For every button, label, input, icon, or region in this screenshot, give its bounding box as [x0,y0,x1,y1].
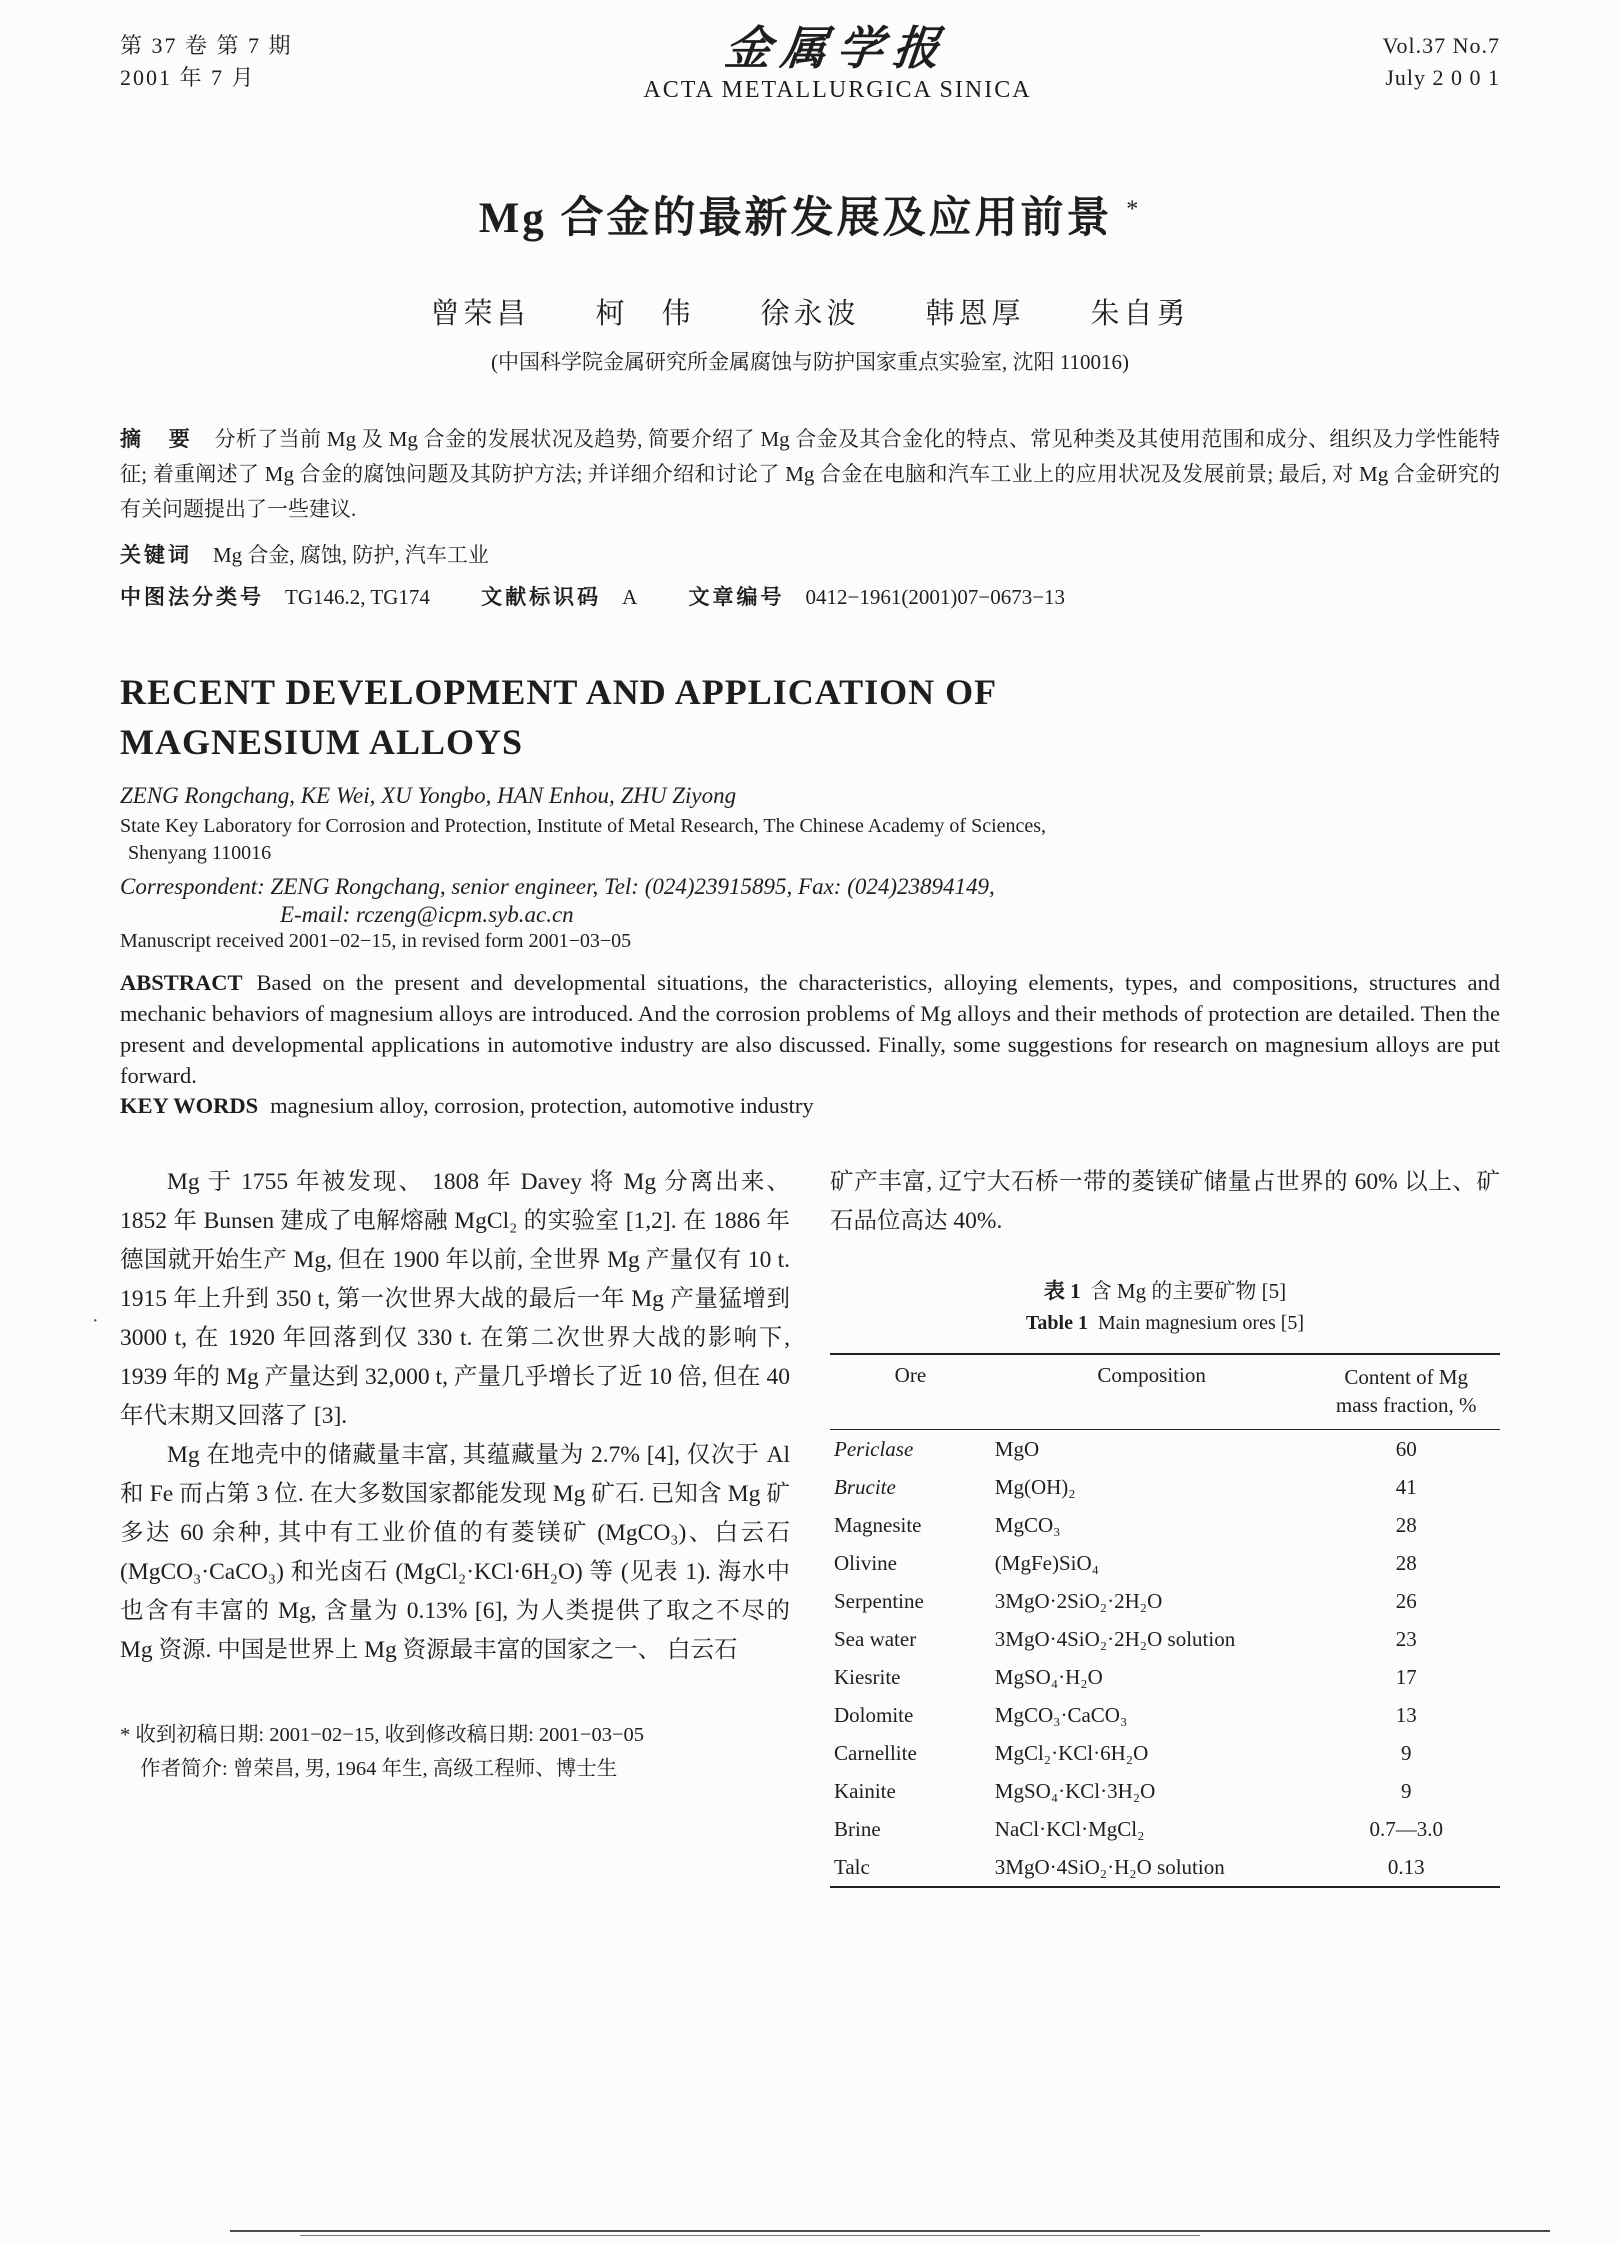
abstract-cn-label: 摘 要 [120,427,194,451]
article-title-cn [120,184,1500,245]
table-row [830,1658,1500,1696]
article-title-cn-text: Mg 合金的最新发展及应用前景 [478,195,1113,242]
affiliation-en-line2: Shenyang 110016 [128,842,272,864]
correspondent-line: Correspondent: ZENG Rongchang, senior engineer, Tel: (024)23915895, Fax: (024)23894149, [120,874,995,899]
cell-composition: NaCl·KCl·MgCl₂ [994,1817,1145,1841]
authors-cn: 曾荣昌 柯 伟 徐永波 韩恩厚 朱自勇 [430,298,1190,330]
table1-caption-en-label: Table 1 [1025,1312,1088,1334]
body-paragraph-2: Mg 在地壳中的储藏量丰富, 其蕴藏量为 2.7% [4], 仅次于 Al 和 Fe 而占第 3 位. 在大多数国家都能发现 Mg 矿石. 已知含 Mg 矿多达 60 余种, 其中有工业价值的有菱镁矿 (MgCO₃)、白云石 (MgCO₃·CaCO₃) 和光卤石 (MgCl₂·KCl·6H₂O) 等 (见表 1). 海水中也含有丰富的 Mg, 含量为 0.13% [6], 为人类提供了取之不尽的 Mg 资源. 中国是世界上 Mg 资源最丰富的国家之一、 白云石 [120,1442,790,1663]
article-title-en-line1: RECENT DEVELOPMENT AND APPLICATION OF [120,672,998,712]
header-journal-title [643,23,1032,106]
article-title-en [120,667,1500,767]
cell-ore: Magnesite [834,1513,922,1537]
cell-content: 26 [1395,1589,1417,1613]
keywords-en-label: KEY WORDS [120,1093,259,1118]
table-row [830,1772,1500,1810]
page-bottom-scanline-2 [300,2235,1200,2236]
authors-en: ZENG Rongchang, KE Wei, XU Yongbo, HAN Enhou, ZHU Ziyong [120,783,737,808]
vol-no-line: Vol.37 No.7 [1382,33,1500,58]
col-header-content [1312,1354,1500,1430]
keywords-cn-text: Mg 合金, 腐蚀, 防护, 汽车工业 [213,543,489,567]
cell-composition: 3MgO·2SiO₂·2H₂O [994,1589,1163,1613]
title-footnote-mark: * [1126,196,1142,223]
table1-caption-cn [830,1275,1500,1307]
cell-content: 0.13 [1387,1855,1425,1879]
cell-ore: Sea water [834,1627,917,1651]
journal-header [120,23,1500,106]
cell-content: 23 [1395,1627,1417,1651]
table1-caption-en-text: Main magnesium ores [5] [1097,1312,1305,1334]
cell-content: 28 [1395,1551,1417,1575]
cell-composition: (MgFe)SiO₄ [994,1551,1099,1575]
cell-composition: MgCO₃·CaCO₃ [994,1703,1128,1727]
journal-name-latin: ACTA METALLURGICA SINICA [643,77,1032,103]
table-row [830,1544,1500,1582]
header-issue-en [1382,30,1500,94]
cell-ore: Brine [834,1817,881,1841]
affiliation-cn: (中国科学院金属研究所金属腐蚀与防护国家重点实验室, 沈阳 110016) [491,350,1129,374]
issue-volume-line: 第 37 卷 第 7 期 [120,33,293,58]
table-row [830,1582,1500,1620]
table-row [830,1506,1500,1544]
table-row [830,1430,1500,1469]
right-column [830,1163,1500,1888]
classification-line [120,581,1500,611]
table-row [830,1620,1500,1658]
cell-composition: 3MgO·4SiO₂·2H₂O solution [994,1627,1236,1651]
ores-table-body [830,1430,1500,1888]
doc-code-segment [481,585,637,609]
keywords-cn-label: 关键词 [120,543,192,567]
ores-table-header-row [830,1354,1500,1430]
affiliation-en-line1: State Key Laboratory for Corrosion and Protection, Institute of Metal Research, The Chinese Academy of Sciences, [120,815,1047,837]
cell-content: 17 [1395,1665,1417,1689]
keywords-en [120,1093,1500,1119]
cell-ore: Serpentine [834,1589,924,1613]
cell-ore: Brucite [834,1475,896,1499]
cell-content: 41 [1395,1475,1417,1499]
table-row [830,1810,1500,1848]
table1-caption-cn-label: 表 1 [1043,1279,1081,1303]
table1-caption-en [830,1307,1500,1339]
footnote-block [120,1718,790,1786]
cell-ore: Periclase [834,1437,914,1461]
cell-content: 0.7—3.0 [1369,1817,1443,1841]
col-header-composition: Composition [1097,1363,1206,1387]
cell-content: 9 [1400,1779,1412,1803]
table-row [830,1734,1500,1772]
affiliation-en [120,813,1500,867]
cell-composition: Mg(OH)₂ [994,1475,1076,1499]
article-title-en-line2: MAGNESIUM ALLOYS [120,722,524,762]
manuscript-line: Manuscript received 2001−02−15, in revised form 2001−03−05 [120,930,632,952]
abstract-en-text: Based on the present and developmental situations, the characteristics, alloying elements, types, and compositions, structures and mechanic behaviors of magnesium alloys are introduced. And the corrosion problems of Mg alloys and their methods of protection are detailed. Then the present and developmental applications in automotive industry are also discussed. Finally, some suggestions for research on magnesium alloys are put forward. [120,970,1500,1088]
abstract-en [120,967,1500,1091]
clc-value: TG146.2, TG174 [285,585,430,609]
cell-content: 28 [1395,1513,1417,1537]
cell-ore: Carnellite [834,1741,917,1765]
cell-content: 13 [1395,1703,1417,1727]
cell-composition: MgSO₄·KCl·3H₂O [994,1779,1156,1803]
table-row [830,1468,1500,1506]
article-id-segment [689,585,1066,609]
abstract-cn [120,422,1500,527]
cell-content: 60 [1395,1437,1417,1461]
cell-composition: MgCO₃ [994,1513,1061,1537]
doc-code-label: 文献标识码 [481,585,602,609]
cell-ore: Olivine [834,1551,897,1575]
journal-logo-script: 金属学报 [722,23,953,74]
clc-segment [120,585,430,609]
issue-date-line: 2001 年 7 月 [120,65,256,90]
article-id-value: 0412−1961(2001)07−0673−13 [805,585,1066,609]
article-id-label: 文章编号 [688,585,785,609]
abstract-en-label: ABSTRACT [120,970,243,995]
table-row [830,1696,1500,1734]
footnote-received: * 收到初稿日期: 2001−02−15, 收到修改稿日期: 2001−03−05 [120,1724,645,1746]
cell-content: 9 [1400,1741,1412,1765]
ores-table-head [830,1354,1500,1430]
col-header-content-line1: Content of Mg [1344,1365,1469,1389]
cell-composition: MgCl₂·KCl·6H₂O [994,1741,1149,1765]
footnote-biography: 作者简介: 曾荣昌, 男, 1964 年生, 高级工程师、博士生 [140,1758,618,1780]
keywords-en-text: magnesium alloy, corrosion, protection, automotive industry [270,1093,814,1118]
body-paragraph-1: Mg 于 1755 年被发现、 1808 年 Davey 将 Mg 分离出来、 1852 年 Bunsen 建成了电解熔融 MgCl₂ 的实验室 [1,2]. 在 1886 年德国就开始生产 Mg, 但在 1900 年以前, 全世界 Mg 产量仅有 10 t. 1915 年上升到 350 t, 第一次世界大战的最后一年 Mg 产量猛增到 3000 t, 在 1920 年回落到仅 330 t. 在第二次世界大战的影响下, 1939 年的 Mg 产量达到 32,000 t, 产量几乎增长了近 10 倍, 但在 40 年代末期又回落了 [3]. [120,1169,790,1429]
col-header-ore: Ore [894,1363,927,1387]
cell-ore: Kiesrite [834,1665,901,1689]
page-bottom-scanline [230,2230,1550,2232]
cell-composition: MgSO₄·H₂O [994,1665,1103,1689]
table1-caption-cn-text: 含 Mg 的主要矿物 [5] [1090,1279,1287,1303]
abstract-cn-text: 分析了当前 Mg 及 Mg 合金的发展状况及趋势, 简要介绍了 Mg 合金及其合金化的特点、常见种类及其使用范围和成分、组织及力学性能特征; 着重阐述了 Mg 合金的腐蚀问题及其防护方法; 并详细介绍和讨论了 Mg 合金在电脑和汽车工业上的应用状况及发展前景; 最后, 对 Mg 合金研究的有关问题提出了一些建议. [120,427,1501,521]
col-header-content-line2: mass fraction, % [1335,1393,1477,1417]
body-columns [120,1163,1500,1888]
table-row [830,1848,1500,1887]
body-paragraph-3: 矿产丰富, 辽宁大石桥一带的菱镁矿储量占世界的 60% 以上、矿石品位高达 40%. [830,1169,1500,1234]
header-issue-cn [120,30,293,94]
cell-ore: Dolomite [834,1703,914,1727]
magnesium-ores-table [830,1353,1500,1888]
clc-label: 中图法分类号 [120,585,264,609]
email-line: E-mail: rczeng@icpm.syb.ac.cn [280,902,574,927]
cell-ore: Talc [834,1855,870,1879]
keywords-cn [120,539,1500,569]
table1-caption [830,1275,1500,1339]
cell-composition: 3MgO·4SiO₂·H₂O solution [994,1855,1225,1879]
left-column [120,1163,790,1888]
month-year-line: July 2 0 0 1 [1385,65,1500,90]
doc-code-value: A [622,585,638,609]
scan-margin-dot: · [92,1310,99,1332]
cell-composition: MgO [994,1437,1040,1461]
cell-ore: Kainite [834,1779,896,1803]
